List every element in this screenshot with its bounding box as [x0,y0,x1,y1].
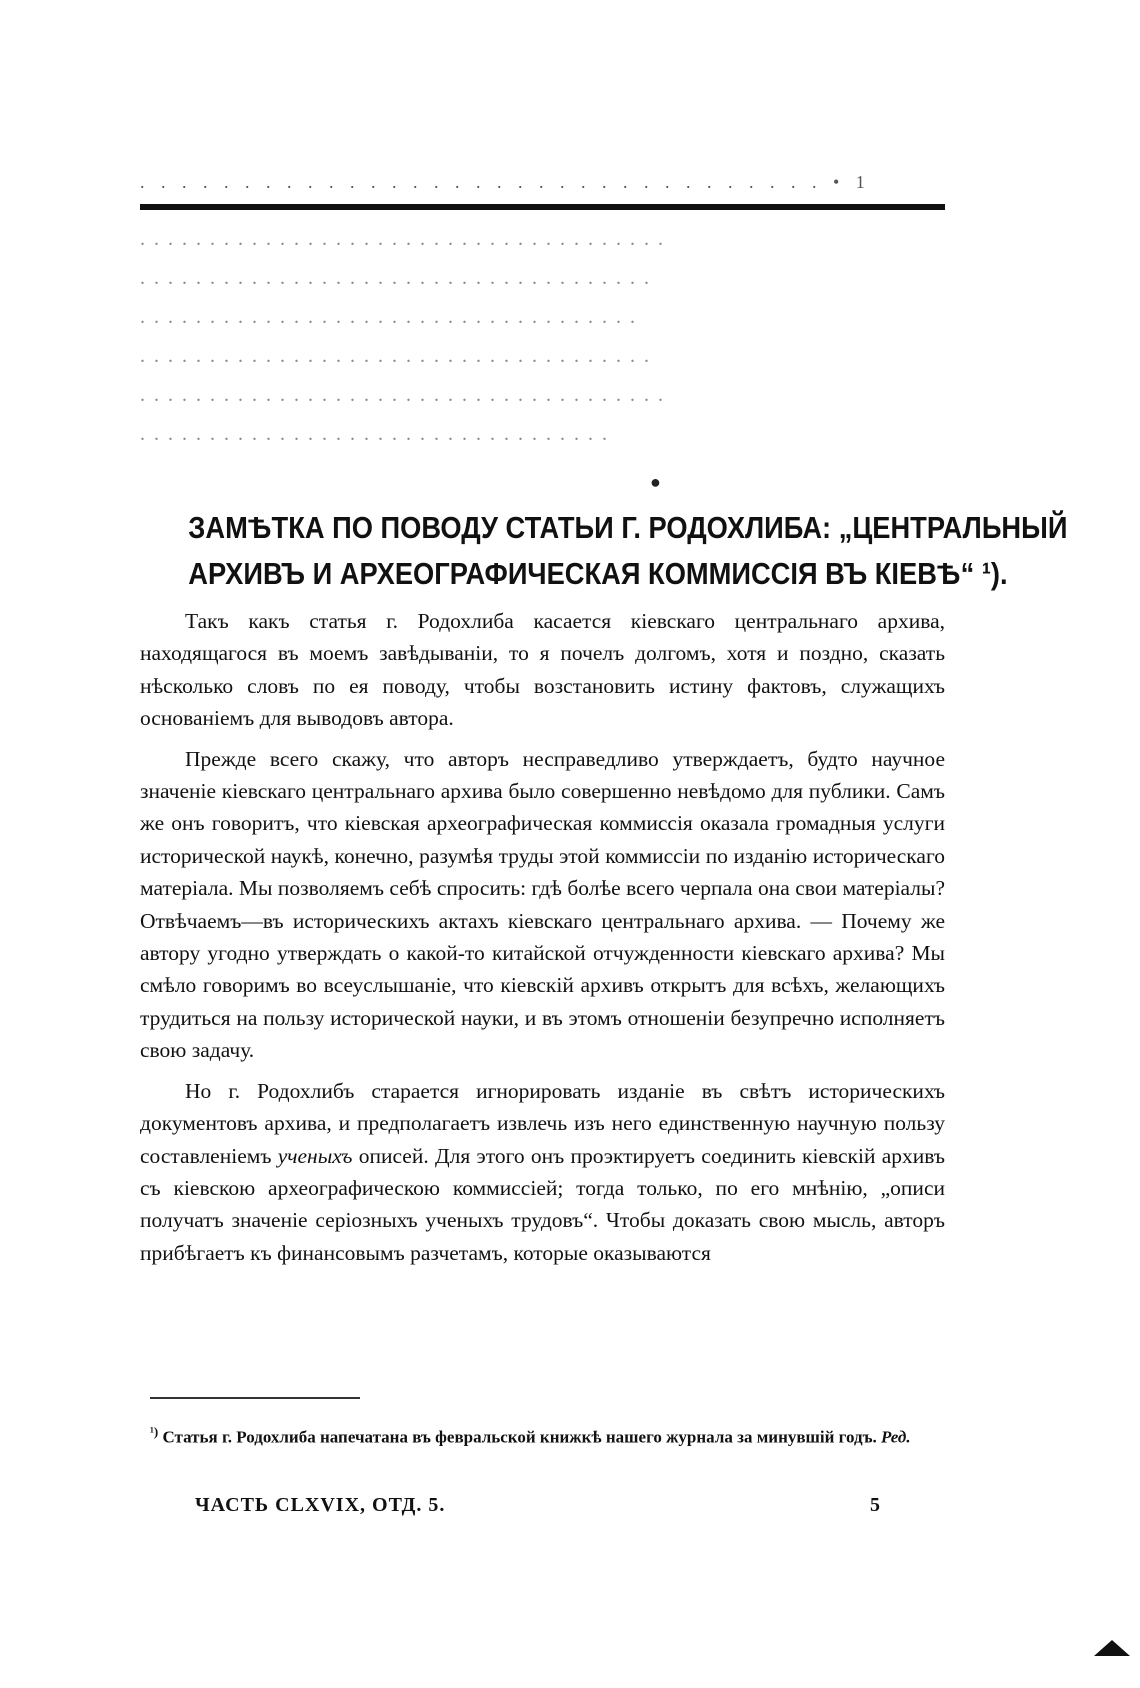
title-line: ЗАМѢТКА ПО ПОВОДУ СТАТЬИ Г. РОДОХЛИБА: „ЦЕНТРАЛЬНЫЙ [188,510,1068,545]
ink-smudge-icon [1094,1640,1130,1656]
page-number: 5 [870,1494,880,1516]
faded-line: . . . . . . . . . . . . . . . . . . . . . . . . . . . . . . . . . . . . . [140,267,651,289]
faded-line: . . . . . . . . . . . . . . . . . . . . . . . . . . . . . . . . . . . . . . [140,384,665,406]
faded-line: . . . . . . . . . . . . . . . . . . . . . . . . . . . . . . . . . . . . . [140,345,651,367]
signature-mark: ЧАСТЬ CLXVIX, ОТД. 5. [195,1494,446,1516]
emphasis: ученыхъ [277,1143,353,1168]
footnote [150,1418,945,1452]
paragraph: Прежде всего скажу, что авторъ несправедливо утверждаетъ, будто научное значеніе кіевскаго центральнаго архива было совершенно невѣдомо для публики. Самъ же онъ говоритъ, что кіевская археографическая коммиссія оказала громадныя услуги исторической наукѣ, конечно, разумѣя труды этой коммиссіи по изданію историческаго матеріала. Мы позволяемъ себѣ спросить: гдѣ болѣе всего черпала она свои матеріалы? Отвѣчаемъ—въ историческихъ актахъ кіевскаго центральнаго архива. — Почему же автору угодно утверждать о какой-то китайской отчужденности кіевскаго архива? Мы смѣло говоримъ во всеуслышаніе, что кіевскій архивъ открытъ для всѣхъ, желающихъ трудиться на пользу исторической науки, и въ этомъ отношеніи безупречно исполняетъ свою задачу. [140,746,945,1063]
paragraph-text: Но г. Родохлибъ старается игнорировать изданіе въ свѣтъ историческихъ документовъ архива, и предполагаетъ извлечь изъ него единственную научную пользу составленіемъ [140,1078,945,1168]
bullet-dot-icon: ● [650,472,661,492]
footnote-text: Статья г. Родохлиба напечатана въ февральской книжкѣ нашего журнала за минувшій годъ. [162,1427,877,1447]
faded-line: . . . . . . . . . . . . . . . . . . . . . . . . . . . . . . . . . . . . [140,306,637,328]
footnote-editor: Ред. [881,1427,911,1447]
footnote-rule [150,1397,360,1399]
paragraph: Такъ какъ статья г. Родохлиба касается кіевскаго центральнаго архива, находящагося въ моемъ завѣдываніи, то я почелъ долгомъ, хотя и поздно, сказать нѣсколько словъ по ея поводу, чтобы возстановить истину фактовъ, служащихъ основаніемъ для выводовъ автора. [140,609,945,731]
title-line: АРХИВЪ И АРХЕОГРАФИЧЕСКАЯ КОММИССІЯ ВЪ КІЕВѢ“ ¹). [188,556,1008,591]
faded-previous-text [140,228,945,492]
faded-line: . . . . . . . . . . . . . . . . . . . . . . . . . . . . . . . . . . . . . . [140,228,665,250]
paragraph-text: описей. Для этого онъ проэктируетъ соединить кіевскій архивъ съ кіевскою археографическою коммиссіей; тогда только, по его мнѣнію, „описи получатъ значеніе серіозныхъ ученыхъ трудовъ“. Чтобы доказать свою мысль, авторъ прибѣгаетъ къ финансовымъ разчетамъ, которые оказываются [140,1143,945,1265]
footnote-marker: ¹) [150,1424,159,1439]
running-head: . . . . . . . . . . . . . . . . . . . . . . . . . . . . . . . . . • 1 [140,172,871,192]
article-title [188,505,1068,597]
header-rule [140,204,945,210]
faded-line: . . . . . . . . . . . . . . . . . . . . . . . . . . . . . . . . . . [140,423,609,445]
paragraph [140,1075,945,1269]
article-body [140,605,945,1277]
